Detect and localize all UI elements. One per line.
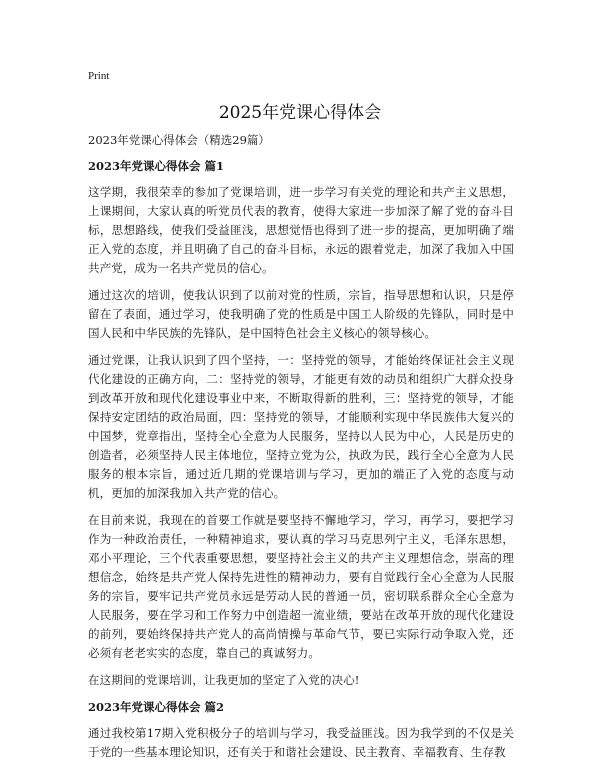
section-1-paragraph-1: 这学期，我很荣幸的参加了党课培训，进一步学习有关党的理论和共产主义思想，上课期间，大家认真的听党员代表的教育，使得大家进一步加深了解了党的奋斗目标，思想路线，使我们受益匪浅，思想觉悟也得到了进一步的提高，更加明确了端正入党的态度，并且明确了自己的奋斗目标，永远的跟着党走，加深了我加入中国共产党，成为一名共产党员的信心。 — [88, 185, 514, 275]
section-2-paragraph-1: 通过我校第17期入党积极分子的培训与学习，我受益匪浅。因为我学到的不仅是关于党的一些基本理论知识，还有关于和谐社会建设、民主教育、幸福教育、生存教 — [88, 726, 514, 759]
document-title: 2025年党课心得体会 — [218, 103, 382, 123]
section-1-paragraph-2: 通过这次的培训，使我认识到了以前对党的性质，宗旨，指导思想和认识，只是停留在了表面，通过学习，使我明确了党的性质是中国工人阶级的先锋队，同时是中国人民和中华民族的先锋队，是中国特色社会主义核心的领导核心。 — [88, 288, 514, 340]
section-heading-1: 2023年党课心得体会 篇1 — [88, 159, 225, 173]
document-body — [88, 133, 514, 770]
document-subtitle: 2023年党课心得体会（精选29篇） — [88, 133, 270, 147]
section-1-paragraph-3: 通过党课，让我认识到了四个坚持，一：坚持党的领导，才能始终保证社会主义现代化建设的正确方向，二：坚持党的领导，才能更有效的动员和组织广大群众投身到改革开放和现代化建设事业中来，不断取得新的胜利，三：坚持党的领导，才能保持安定团结的政治局面，四：坚持党的领导，才能顺利实现中华民族伟大复兴的中国梦，党章指出，坚持全心全意为人民服务，坚持以人民为中心，人民是历史的创造者，必须坚持人民主体地位，坚持立党为公，执政为民，践行全心全意为人民服务的根本宗旨，通过近几期的党课培训与学习，更加的端正了入党的态度与动机，更加的加深我加入共产党的信心。 — [88, 353, 514, 500]
section-1-paragraph-4: 在目前来说，我现在的首要工作就是要坚持不懈地学习，学习，再学习，要把学习作为一种政治责任，一种精神追求，要认真的学习马克思列宁主义，毛泽东思想，邓小平理论，三个代表重要思想，要坚持社会主义的共产主义理想信念，崇高的理想信念，始终是共产党人保持先进性的精神动力，要有自觉践行全心全意为人民服务的宗旨，要牢记共产党员永远是劳动人民的普通一员，密切联系群众全心全意为人民服务，要在学习和工作努力中创造超一流业绩，要站在改革开放的现代化建设的前列，要始终保持共产党人的高尚情操与革命气节，要已实际行动争取入党，还必须有老老实实的态度，靠自己的真诚努力。 — [88, 513, 514, 660]
section-heading-2: 2023年党课心得体会 篇2 — [88, 700, 225, 714]
section-1-paragraph-5: 在这期间的党课培训，让我更加的坚定了入党的决心! — [88, 673, 360, 687]
print-link[interactable]: Print — [88, 70, 110, 82]
